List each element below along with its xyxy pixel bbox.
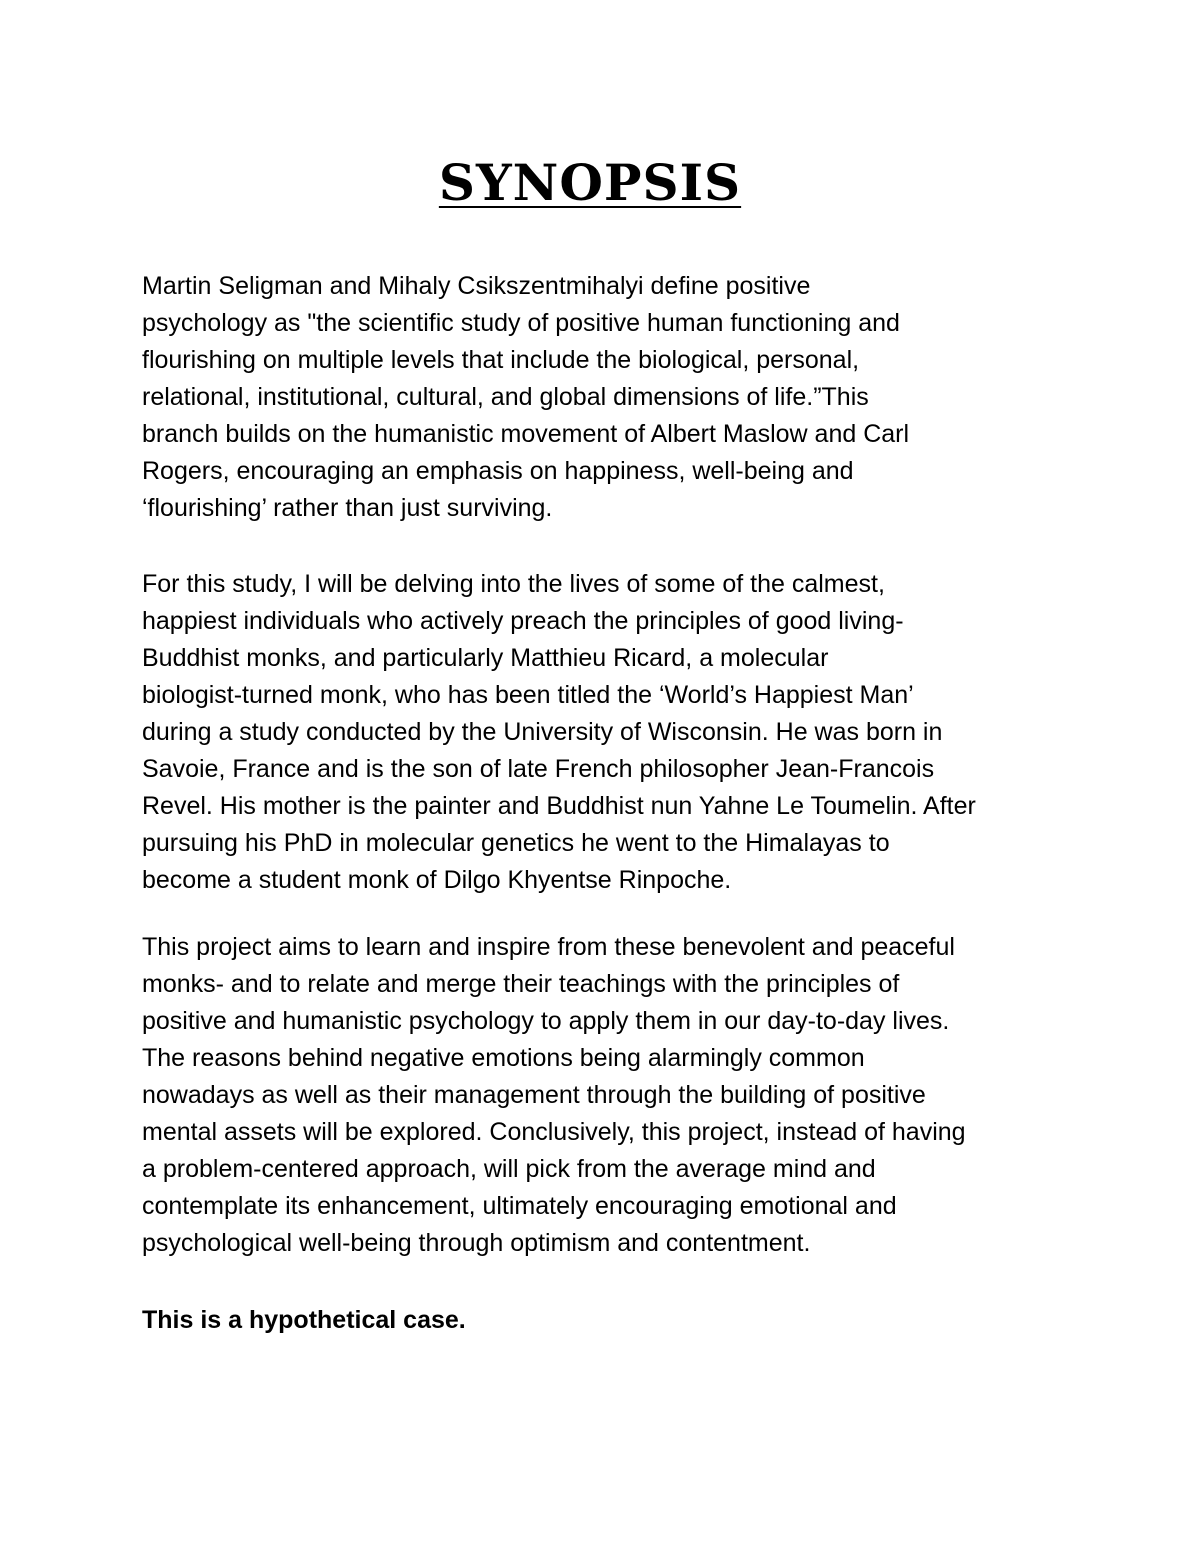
document-title: SYNOPSIS <box>438 153 742 212</box>
text-line: Rogers, encouraging an emphasis on happiness, well-being and <box>142 457 854 485</box>
text-line: For this study, I will be delving into the lives of some of the calmest, <box>142 570 885 598</box>
text-line: ‘flourishing’ rather than just surviving. <box>142 494 553 522</box>
text-line: branch builds on the humanistic movement of Albert Maslow and Carl <box>142 420 910 448</box>
closing-note: This is a hypothetical case. <box>142 1306 466 1334</box>
text-line: psychological well-being through optimism and contentment. <box>142 1229 811 1257</box>
text-line: Revel. His mother is the painter and Buddhist nun Yahne Le Toumelin. After <box>142 792 976 820</box>
text-line: a problem-centered approach, will pick from the average mind and <box>142 1155 876 1183</box>
text-line: Buddhist monks, and particularly Matthieu Ricard, a molecular <box>142 644 829 672</box>
text-line: positive and humanistic psychology to apply them in our day-to-day lives. <box>142 1007 950 1035</box>
text-line: psychology as "the scientific study of positive human functioning and <box>142 309 900 337</box>
text-line: Savoie, France and is the son of late French philosopher Jean-Francois <box>142 755 935 783</box>
text-line: flourishing on multiple levels that include the biological, personal, <box>142 346 860 374</box>
text-line: Martin Seligman and Mihaly Csikszentmihalyi define positive <box>142 272 811 300</box>
paragraph-definition <box>142 268 1102 527</box>
text-line: The reasons behind negative emotions being alarmingly common <box>142 1044 865 1072</box>
text-line: pursuing his PhD in molecular genetics he went to the Himalayas to <box>142 829 890 857</box>
text-line: biologist-turned monk, who has been titled the ‘World’s Happiest Man’ <box>142 681 914 709</box>
text-line: become a student monk of Dilgo Khyentse Rinpoche. <box>142 866 732 894</box>
paragraph-project-aims <box>142 929 1102 1262</box>
text-line: during a study conducted by the University of Wisconsin. He was born in <box>142 718 943 746</box>
text-line: This project aims to learn and inspire from these benevolent and peaceful <box>142 933 955 961</box>
text-line: monks- and to relate and merge their teachings with the principles of <box>142 970 900 998</box>
text-line: mental assets will be explored. Conclusively, this project, instead of having <box>142 1118 966 1146</box>
paragraph-study-subject <box>142 566 1102 899</box>
text-line: nowadays as well as their management through the building of positive <box>142 1081 926 1109</box>
text-line: contemplate its enhancement, ultimately encouraging emotional and <box>142 1192 897 1220</box>
text-line: happiest individuals who actively preach the principles of good living- <box>142 607 904 635</box>
text-line: relational, institutional, cultural, and global dimensions of life.”This <box>142 383 869 411</box>
